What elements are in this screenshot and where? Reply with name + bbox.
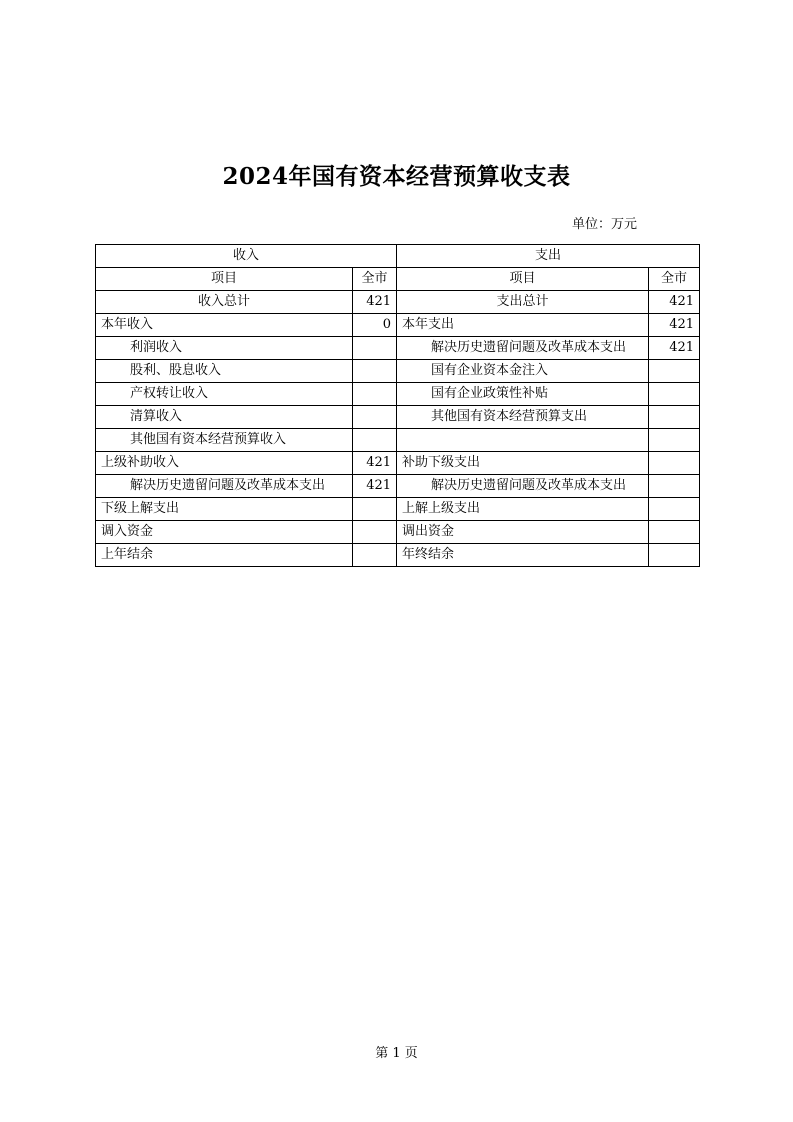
expense-item — [397, 429, 649, 452]
income-item: 利润收入 — [96, 337, 353, 360]
expense-item: 国有企业资本金注入 — [397, 360, 649, 383]
income-item: 解决历史遗留问题及改革成本支出 — [96, 475, 353, 498]
income-item: 收入总计 — [96, 291, 353, 314]
expense-item: 年终结余 — [397, 544, 649, 567]
income-value: 421 — [353, 475, 397, 498]
expense-value — [649, 360, 700, 383]
table-row — [96, 429, 700, 452]
income-item: 清算收入 — [96, 406, 353, 429]
income-item: 本年收入 — [96, 314, 353, 337]
income-value — [353, 429, 397, 452]
expense-item: 补助下级支出 — [397, 452, 649, 475]
income-value — [353, 360, 397, 383]
table-row — [96, 475, 700, 498]
table-row — [96, 521, 700, 544]
income-value: 421 — [353, 452, 397, 475]
budget-table — [95, 244, 700, 567]
expense-value — [649, 544, 700, 567]
expense-value — [649, 498, 700, 521]
table-row — [96, 544, 700, 567]
expense-value — [649, 521, 700, 544]
section-header-row — [96, 245, 700, 268]
expense-item: 调出资金 — [397, 521, 649, 544]
table-row — [96, 291, 700, 314]
expense-value — [649, 383, 700, 406]
income-value: 0 — [353, 314, 397, 337]
unit-label: 单位：万元 — [572, 217, 638, 232]
expense-item: 其他国有资本经营预算支出 — [397, 406, 649, 429]
income-value — [353, 544, 397, 567]
table-row — [96, 406, 700, 429]
income-item-header: 项目 — [96, 268, 353, 291]
table-row — [96, 337, 700, 360]
expense-item: 国有企业政策性补贴 — [397, 383, 649, 406]
expense-item: 本年支出 — [397, 314, 649, 337]
income-value — [353, 383, 397, 406]
income-value: 421 — [353, 291, 397, 314]
income-item: 产权转让收入 — [96, 383, 353, 406]
income-value — [353, 337, 397, 360]
table-row — [96, 498, 700, 521]
expense-value — [649, 406, 700, 429]
column-header-row — [96, 268, 700, 291]
expense-item: 解决历史遗留问题及改革成本支出 — [397, 475, 649, 498]
income-value — [353, 498, 397, 521]
table-row — [96, 383, 700, 406]
page-title: 2024年国有资本经营预算收支表 — [222, 163, 571, 190]
expense-item-header: 项目 — [397, 268, 649, 291]
income-header: 收入 — [96, 245, 397, 268]
income-item: 上级补助收入 — [96, 452, 353, 475]
income-item: 下级上解支出 — [96, 498, 353, 521]
page-number: 第 1 页 — [375, 1046, 418, 1061]
expense-value: 421 — [649, 291, 700, 314]
expense-value: 421 — [649, 337, 700, 360]
income-city-header: 全市 — [353, 268, 397, 291]
expense-value — [649, 429, 700, 452]
income-value — [353, 521, 397, 544]
table-row — [96, 314, 700, 337]
income-item: 调入资金 — [96, 521, 353, 544]
table-row — [96, 360, 700, 383]
expense-value — [649, 452, 700, 475]
expense-item: 支出总计 — [397, 291, 649, 314]
expense-item: 解决历史遗留问题及改革成本支出 — [397, 337, 649, 360]
income-item: 其他国有资本经营预算收入 — [96, 429, 353, 452]
income-item: 股利、股息收入 — [96, 360, 353, 383]
expense-header: 支出 — [397, 245, 700, 268]
expense-item: 上解上级支出 — [397, 498, 649, 521]
expense-city-header: 全市 — [649, 268, 700, 291]
expense-value — [649, 475, 700, 498]
income-item: 上年结余 — [96, 544, 353, 567]
income-value — [353, 406, 397, 429]
table-row — [96, 452, 700, 475]
expense-value: 421 — [649, 314, 700, 337]
